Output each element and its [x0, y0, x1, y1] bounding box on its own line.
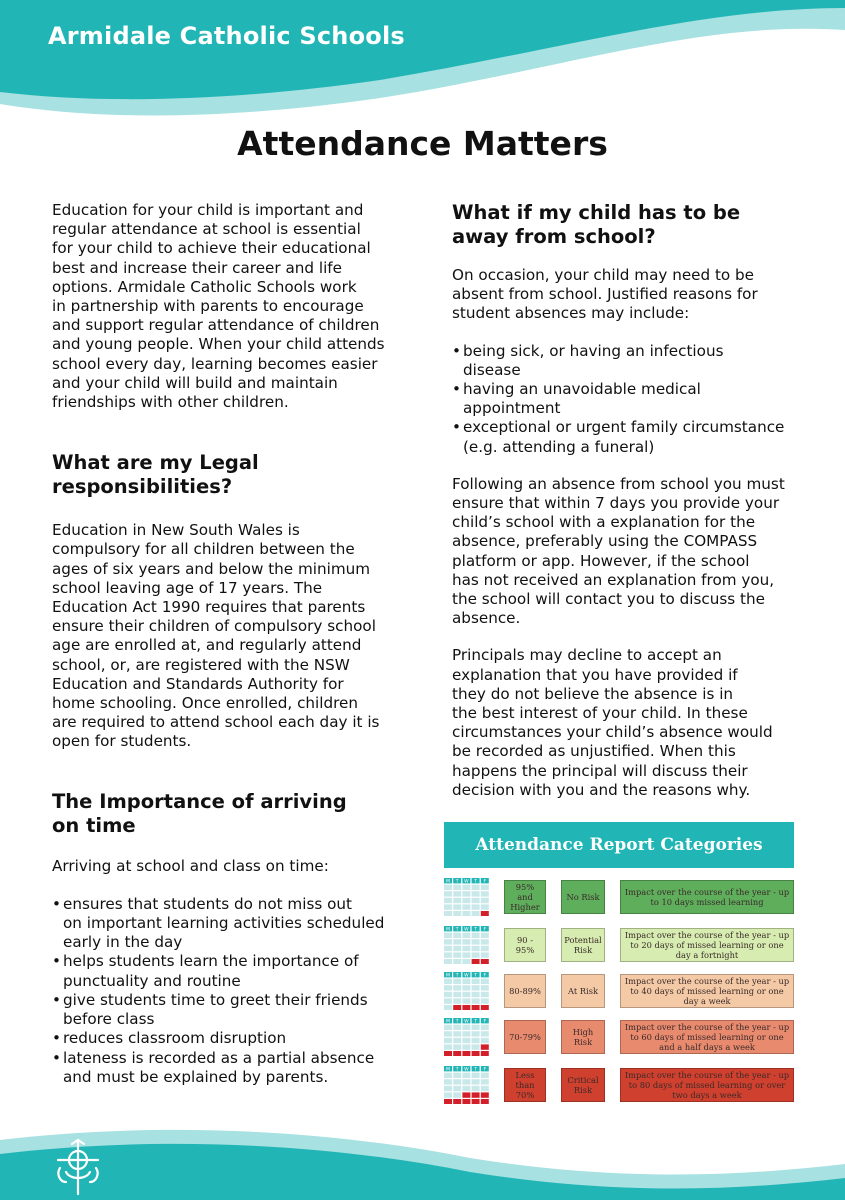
risk-level: No Risk [561, 880, 605, 914]
missed-day-cell [453, 1099, 461, 1104]
list-item: • lateness is recorded as a partial absence and must be explained by parents. [52, 1049, 412, 1087]
day-cell [472, 979, 480, 984]
day-cell [462, 1038, 470, 1043]
attendance-range: 90 - 95% [504, 928, 546, 962]
day-cell [444, 985, 452, 990]
missed-day-cell [453, 1051, 461, 1056]
list-item: • ensures that students do not miss out on important learning activities scheduled early in the day [52, 895, 412, 953]
weekday-label: W [464, 879, 469, 885]
footer-wave [0, 1120, 845, 1200]
day-cell [472, 1073, 480, 1078]
day-cell [444, 946, 452, 951]
day-cell [444, 979, 452, 984]
day-cell [444, 1073, 452, 1078]
day-cell [481, 1073, 489, 1078]
missed-day-cell [481, 1005, 489, 1010]
day-cell [481, 891, 489, 896]
day-cell [444, 885, 452, 890]
day-cell [453, 885, 461, 890]
following-paragraph: Following an absence from school you must ensure that within 7 days you provide your child’s school with a explanation for the absence, preferably using the COMPASS platform or app. However, if the school has not received an explanation from you, the school will contact you to discuss the absence. [452, 474, 785, 628]
day-cell [444, 1031, 452, 1036]
missed-day-cell [462, 1099, 470, 1104]
weekday-label: T [474, 1019, 478, 1025]
day-cell [444, 939, 452, 944]
day-cell [462, 911, 470, 916]
day-cell [481, 998, 489, 1003]
ontime-list [52, 895, 412, 1087]
day-cell [472, 1038, 480, 1043]
day-cell [462, 1086, 470, 1091]
day-cell [444, 952, 452, 957]
day-cell [453, 1086, 461, 1091]
missed-day-cell [444, 1099, 452, 1104]
day-cell [453, 939, 461, 944]
weekday-label: T [455, 973, 459, 979]
risk-level: Potential Risk [561, 928, 605, 962]
weekday-label: W [464, 973, 469, 979]
weekday-label: W [464, 927, 469, 933]
impact-description: Impact over the course of the year - up to 20 days of missed learning or one day a fortnight [620, 928, 794, 962]
day-cell [462, 998, 470, 1003]
weekday-label: M [446, 927, 450, 933]
weekday-label: F [483, 1067, 487, 1073]
day-cell [472, 891, 480, 896]
right-column [452, 201, 822, 800]
report-title: Attendance Report Categories [444, 822, 794, 868]
weekday-label: T [455, 1067, 459, 1073]
day-cell [453, 1079, 461, 1084]
list-item: • having an unavoidable medical appointment [452, 380, 822, 418]
risk-level: High Risk [561, 1020, 605, 1054]
attendance-report-panel [444, 822, 796, 1110]
missed-day-cell [481, 1044, 489, 1049]
missed-day-cell [472, 1005, 480, 1010]
risk-level: Critical Risk [561, 1068, 605, 1102]
day-cell [453, 946, 461, 951]
day-cell [481, 1025, 489, 1030]
weekday-label: W [464, 1067, 469, 1073]
list-item: • exceptional or urgent family circumstance (e.g. attending a funeral) [452, 418, 822, 456]
impact-description: Impact over the course of the year - up to 60 days of missed learning or one and a half days a week [620, 1020, 794, 1054]
day-cell [472, 1025, 480, 1030]
day-cell [462, 1079, 470, 1084]
legal-heading: What are my Legal responsibilities? [52, 451, 259, 499]
missed-day-cell [462, 1092, 470, 1097]
day-cell [462, 1031, 470, 1036]
day-cell [453, 891, 461, 896]
weekday-label: T [474, 1067, 478, 1073]
list-item: • give students time to greet their friends before class [52, 991, 412, 1029]
day-cell [472, 946, 480, 951]
week-grid-icon [444, 1018, 490, 1056]
day-cell [444, 959, 452, 964]
day-cell [472, 992, 480, 997]
day-cell [462, 1025, 470, 1030]
day-cell [462, 1044, 470, 1049]
weekday-label: M [446, 973, 450, 979]
day-cell [444, 891, 452, 896]
day-cell [453, 1073, 461, 1078]
day-cell [453, 979, 461, 984]
day-cell [462, 959, 470, 964]
day-cell [472, 885, 480, 890]
day-cell [472, 911, 480, 916]
weekday-label: T [455, 879, 459, 885]
day-cell [444, 1038, 452, 1043]
day-cell [481, 1086, 489, 1091]
list-item: • helps students learn the importance of punctuality and routine [52, 952, 412, 990]
report-row [444, 1018, 796, 1058]
away-heading: What if my child has to be away from school? [452, 201, 741, 248]
attendance-range: 70-79% [504, 1020, 546, 1054]
day-cell [444, 998, 452, 1003]
day-cell [453, 1092, 461, 1097]
day-cell [481, 898, 489, 903]
weekday-label: M [446, 1067, 450, 1073]
day-cell [481, 985, 489, 990]
report-row [444, 1066, 796, 1106]
day-cell [462, 939, 470, 944]
day-cell [444, 1025, 452, 1030]
day-cell [472, 933, 480, 938]
day-cell [444, 1079, 452, 1084]
day-cell [472, 998, 480, 1003]
day-cell [444, 1086, 452, 1091]
day-cell [472, 952, 480, 957]
day-cell [481, 1079, 489, 1084]
weekday-label: T [474, 879, 478, 885]
header-banner [0, 0, 845, 130]
risk-level: At Risk [561, 974, 605, 1008]
day-cell [462, 885, 470, 890]
day-cell [444, 1005, 452, 1010]
report-row [444, 878, 796, 918]
day-cell [462, 946, 470, 951]
missed-day-cell [481, 1092, 489, 1097]
day-cell [481, 946, 489, 951]
principals-paragraph: Principals may decline to accept an explanation that you have provided if they do not believe the absence is in the best interest of your child. In these circumstances your child’s absence would be recorded as unjustified. When this happens the principal will discuss their decision with you and the reasons why. [452, 646, 773, 799]
attendance-range: 95% and Higher [504, 880, 546, 914]
week-grid-icon [444, 878, 490, 916]
missed-day-cell [481, 911, 489, 916]
header-wave [0, 0, 845, 130]
left-column [52, 201, 412, 1087]
missed-day-cell [444, 1051, 452, 1056]
week-grid-icon [444, 1066, 490, 1104]
day-cell [481, 885, 489, 890]
impact-description: Impact over the course of the year - up to 80 days of missed learning or over two days a week [620, 1068, 794, 1102]
day-cell [453, 1044, 461, 1049]
weekday-label: T [455, 927, 459, 933]
day-cell [481, 933, 489, 938]
missed-day-cell [481, 1099, 489, 1104]
missed-day-cell [472, 1099, 480, 1104]
day-cell [462, 952, 470, 957]
day-cell [472, 1044, 480, 1049]
day-cell [472, 939, 480, 944]
day-cell [481, 904, 489, 909]
day-cell [444, 904, 452, 909]
day-cell [453, 992, 461, 997]
day-cell [453, 952, 461, 957]
day-cell [472, 898, 480, 903]
day-cell [453, 959, 461, 964]
ontime-heading: The Importance of arriving on time [52, 789, 347, 837]
day-cell [462, 985, 470, 990]
missed-day-cell [462, 1005, 470, 1010]
day-cell [453, 1031, 461, 1036]
day-cell [444, 992, 452, 997]
attendance-range: 80-89% [504, 974, 546, 1008]
day-cell [453, 1038, 461, 1043]
list-item: • reduces classroom disruption [52, 1029, 412, 1048]
day-cell [472, 1086, 480, 1091]
day-cell [453, 898, 461, 903]
day-cell [444, 1092, 452, 1097]
day-cell [472, 904, 480, 909]
weekday-label: F [483, 927, 487, 933]
day-cell [462, 891, 470, 896]
week-grid-icon [444, 972, 490, 1010]
impact-description: Impact over the course of the year - up to 10 days missed learning [620, 880, 794, 914]
away-list [452, 342, 822, 457]
missed-day-cell [481, 959, 489, 964]
impact-description: Impact over the course of the year - up to 40 days of missed learning or one day a week [620, 974, 794, 1008]
day-cell [462, 979, 470, 984]
day-cell [462, 898, 470, 903]
school-emblem-icon [52, 1138, 104, 1196]
weekday-label: F [483, 1019, 487, 1025]
attendance-range: Less than 70% [504, 1068, 546, 1102]
day-cell [481, 1031, 489, 1036]
weekday-label: F [483, 879, 487, 885]
day-cell [453, 904, 461, 909]
day-cell [481, 939, 489, 944]
day-cell [462, 933, 470, 938]
missed-day-cell [481, 1051, 489, 1056]
weekday-label: M [446, 879, 450, 885]
day-cell [481, 979, 489, 984]
organization-name: Armidale Catholic Schools [48, 22, 405, 50]
day-cell [453, 998, 461, 1003]
intro-paragraph: Education for your child is important and regular attendance at school is essential for your child to achieve their educational best and increase their career and life options. Armidale Catholic Schools work in partnership with parents to encourage and support regular attendance of children and young people. When your child attends school every day, learning becomes easier and your child will build and maintain friendships with other children. [52, 201, 385, 412]
day-cell [453, 985, 461, 990]
weekday-label: M [446, 1019, 450, 1025]
day-cell [472, 985, 480, 990]
list-item: • being sick, or having an infectious disease [452, 342, 822, 380]
report-row [444, 972, 796, 1012]
day-cell [444, 898, 452, 903]
ontime-intro: Arriving at school and class on time: [52, 856, 329, 875]
day-cell [462, 904, 470, 909]
away-intro: On occasion, your child may need to be absent from school. Justified reasons for student absences may include: [452, 266, 758, 323]
day-cell [453, 1025, 461, 1030]
day-cell [481, 952, 489, 957]
page-title: Attendance Matters [237, 124, 608, 163]
day-cell [444, 933, 452, 938]
missed-day-cell [462, 1051, 470, 1056]
missed-day-cell [472, 959, 480, 964]
weekday-label: W [464, 1019, 469, 1025]
day-cell [453, 911, 461, 916]
weekday-label: F [483, 973, 487, 979]
day-cell [444, 1044, 452, 1049]
day-cell [472, 1079, 480, 1084]
weekday-label: T [474, 927, 478, 933]
footer-banner [0, 1120, 845, 1200]
day-cell [481, 992, 489, 997]
missed-day-cell [472, 1051, 480, 1056]
day-cell [462, 992, 470, 997]
day-cell [453, 933, 461, 938]
week-grid-icon [444, 926, 490, 964]
missed-day-cell [453, 1005, 461, 1010]
weekday-label: T [455, 1019, 459, 1025]
legal-paragraph: Education in New South Wales is compulsory for all children between the ages of six years and below the minimum school leaving age of 17 years. The Education Act 1990 requires that parents ensure their children of compulsory school age are enrolled at, and regularly attend school, or, are registered with the NSW Education and Standards Authority for home schooling. Once enrolled, children are required to attend school each day it is open for students. [52, 521, 380, 751]
day-cell [444, 911, 452, 916]
day-cell [462, 1073, 470, 1078]
missed-day-cell [472, 1092, 480, 1097]
day-cell [481, 1038, 489, 1043]
day-cell [472, 1031, 480, 1036]
report-row [444, 926, 796, 966]
weekday-label: T [474, 973, 478, 979]
